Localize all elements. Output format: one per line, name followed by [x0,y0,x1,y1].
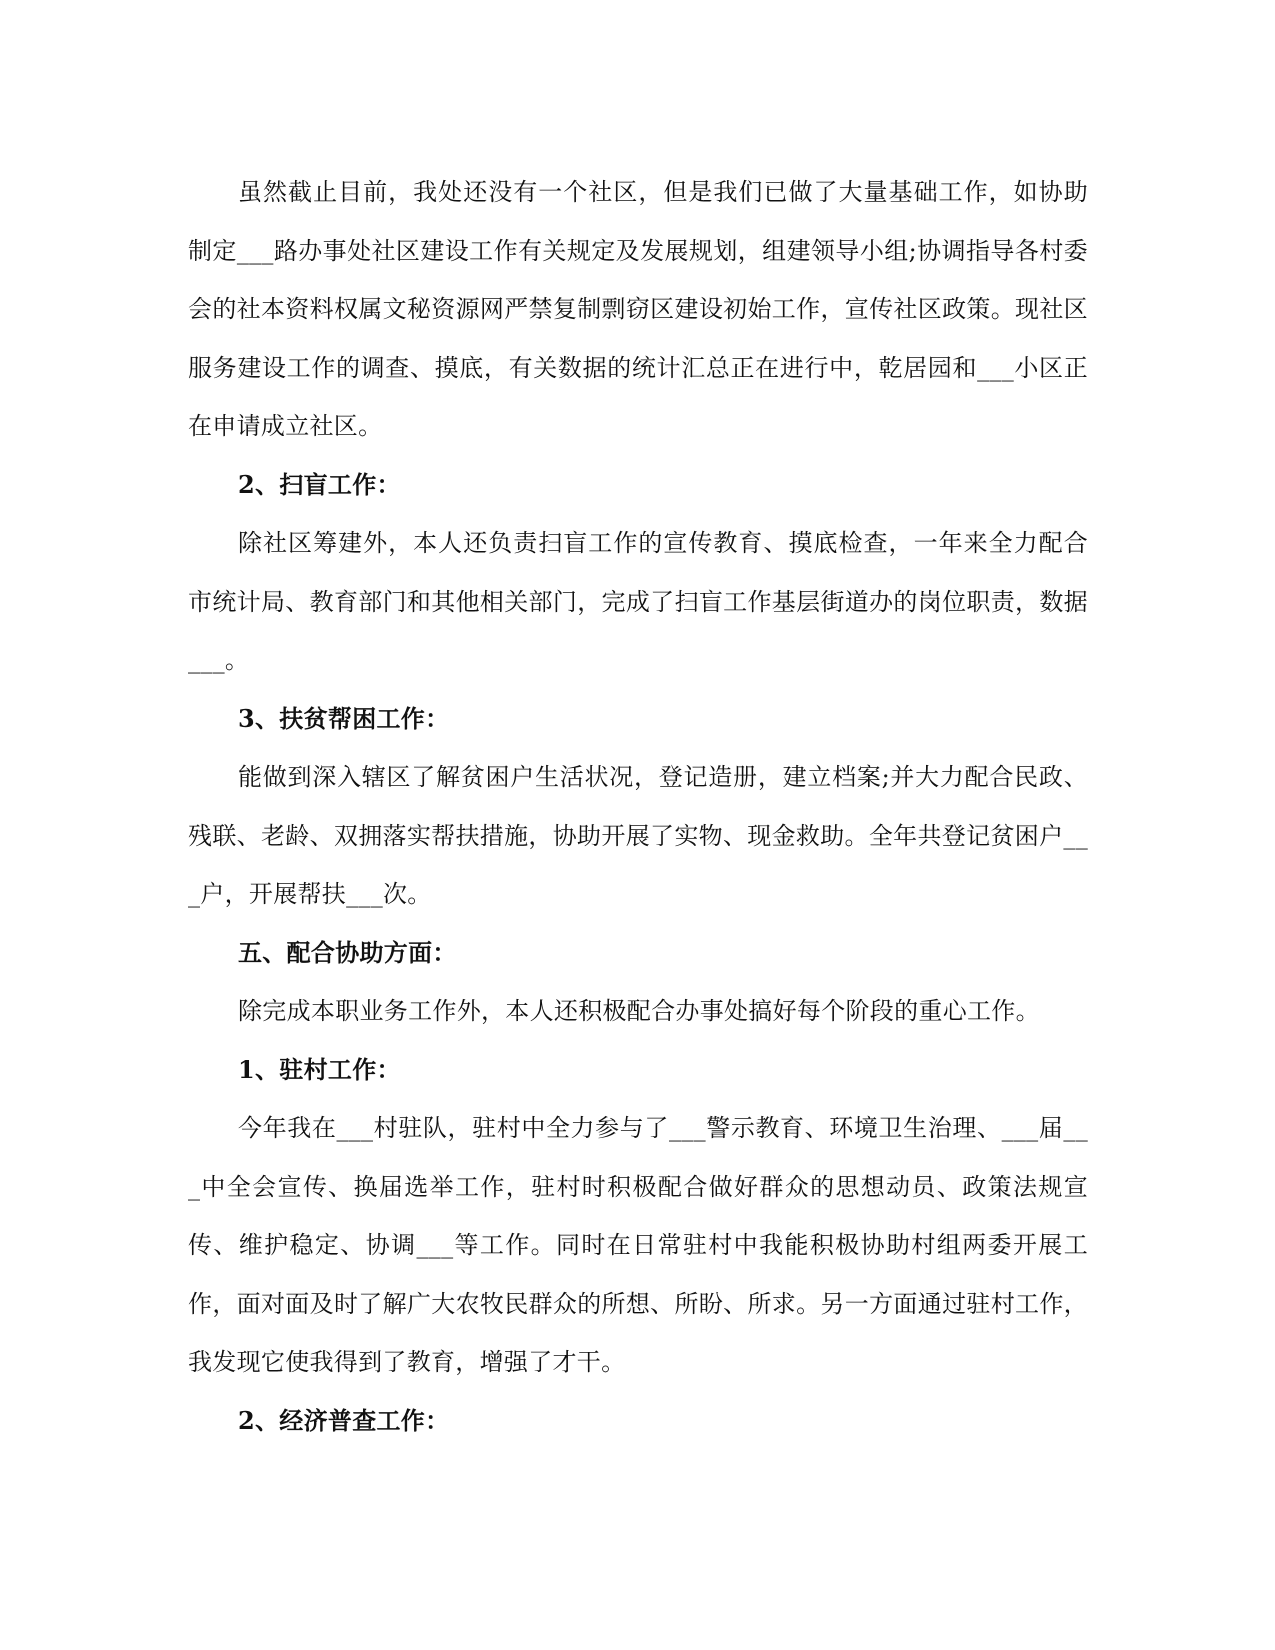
paragraph-literacy-work: 除社区筹建外，本人还负责扫盲工作的宣传教育、摸底检查，一年来全力配合市统计局、教育部门和其他相关部门，完成了扫盲工作基层街道办的岗位职责，数据___。 [188,529,1088,674]
paragraph-community-building: 虽然截止目前，我处还没有一个社区，但是我们已做了大量基础工作，如协助制定___路办事处社区建设工作有关规定及发展规划，组建领导小组;协调指导各村委会的社本资料权属文秘资源网严禁复制剽窃区建设初始工作，宣传社区政策。现社区服务建设工作的调查、摸底，有关数据的统计汇总正在进行中，乾居园和___小区正在申请成立社区。 [188,178,1088,440]
heading-poverty-relief: 3、扶贫帮困工作： [238,703,450,733]
heading-village-work: 1、驻村工作： [238,1054,401,1084]
heading-coordination: 五、配合协助方面： [238,937,457,967]
heading-economic-census: 2、经济普查工作： [238,1405,450,1435]
heading-literacy-work: 2、扫盲工作： [238,469,401,499]
paragraph-coordination: 除完成本职业务工作外，本人还积极配合办事处搞好每个阶段的重心工作。 [238,997,1040,1025]
document-body [188,163,1088,1450]
paragraph-poverty-relief: 能做到深入辖区了解贫困户生活状况，登记造册，建立档案;并大力配合民政、残联、老龄、双拥落实帮扶措施，协助开展了实物、现金救助。全年共登记贫困户___户，开展帮扶___次。 [188,763,1088,908]
paragraph-village-work: 今年我在___村驻队，驻村中全力参与了___警示教育、环境卫生治理、___届___中全会宣传、换届选举工作，驻村时积极配合做好群众的思想动员、政策法规宣传、维护稳定、协调___等工作。同时在日常驻村中我能积极协助村组两委开展工作，面对面及时了解广大农牧民群众的所想、所盼、所求。另一方面通过驻村工作，我发现它使我得到了教育，增强了才干。 [188,1114,1088,1376]
